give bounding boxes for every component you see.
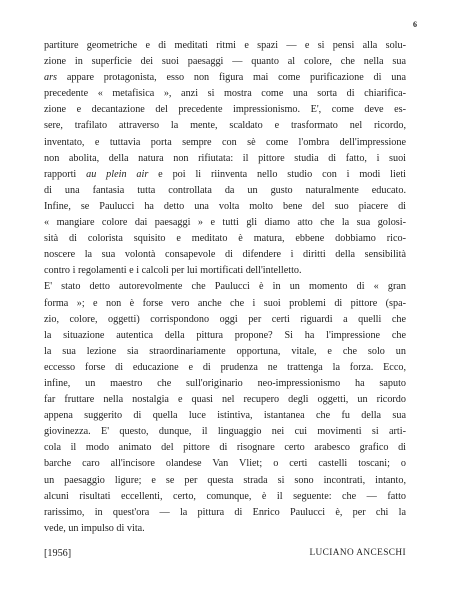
text-line: sere, trafilato attraverso la mente, scaldato e trasformato nel ricordo, bbox=[44, 120, 406, 132]
text-line: Infine, se Paulucci ha detto una volta molto bene del suo piacere di bbox=[44, 200, 406, 212]
text-line: precedente « metafisica », anzi si mostra come una sorta di chiarifica- bbox=[44, 88, 406, 100]
text-line: appena suggerito di quella luce istintiva, istantanea che fu della sua bbox=[44, 410, 406, 422]
text-line: vede, un impulso di vita. bbox=[44, 522, 145, 534]
text-line: ars appare protagonista, esso non figura mai come purificazione di una bbox=[44, 72, 406, 84]
text-line: cola il modo animato del pittore di risognare certo arabesco grafico di bbox=[44, 442, 406, 454]
text-line: inventato, e tuttavia porta sempre con sè come l'ombra dell'impressione bbox=[44, 136, 406, 148]
text-line: zione e decantazione del precedente impressionismo. E', come deve es- bbox=[44, 104, 406, 116]
text-line: infine, un maestro che sull'originario neo-impressionismo ha saputo bbox=[44, 377, 406, 389]
text-line: la situazione autentica della pittura propone? Si ha l'impressione che bbox=[44, 329, 406, 341]
text-line: E' stato detto autorevolmente che Paulucci è in un momento di « gran bbox=[44, 281, 406, 293]
page-number: 6 bbox=[413, 20, 417, 29]
text-line: far fruttare nella nostalgia e quasi nel recupero degli oggetti, un ricordo bbox=[44, 394, 406, 406]
body-text bbox=[44, 38, 406, 537]
author-signature: LUCIANO ANCESCHI bbox=[309, 548, 406, 558]
text-line: zione in superficie dei suoi paesaggi — quanto al colore, che nella sua bbox=[44, 56, 406, 68]
text-line: zio, colore, oggetti) corrispondono oggi per certi riguardi a quelli che bbox=[44, 313, 406, 325]
publication-year: [1956] bbox=[44, 548, 72, 559]
text-line: giovinezza. E' questo, dunque, il linguaggio nei cui movimenti si arti- bbox=[44, 426, 406, 438]
text-line: alcuni risultati eccellenti, certo, comunque, è il seguente: che — fatto bbox=[44, 490, 406, 502]
text-line: « mangiare colore dai paesaggi » e tutti gli diamo atto che la sua golosi- bbox=[44, 217, 406, 229]
text-line: noscere la sua volontà consapevole di difendere i diritti della sensibilità bbox=[44, 249, 406, 261]
text-line: sità di colorista squisito e meditato è matura, ebbene dobbiamo rico- bbox=[44, 233, 406, 245]
text-line: forma »; e non è forse vero anche che i suoi problemi di pittore (spa- bbox=[44, 297, 406, 309]
text-line: rarissimo, in quest'ora — la pittura di Enrico Paulucci è, per chi la bbox=[44, 506, 406, 518]
text-line: partiture geometriche e di meditati ritmi e spazi — e si pensi alla solu- bbox=[44, 40, 406, 51]
text-line: rapporti au plein air e poi li riinventa nello studio con i modi lieti bbox=[44, 168, 407, 180]
text-line: barche caro all'incisore olandese Van Vliet; o certi castelli toscani; o bbox=[44, 458, 406, 470]
text-line: contro i regolamenti e i calcoli per lui mortificati dell'intelletto. bbox=[44, 265, 302, 277]
text-line: un paesaggio ligure; e se per questa strada si sono incontrati, intanto, bbox=[44, 474, 406, 486]
text-line: di una fantasia tutta controllata da un gusto naturalmente educato. bbox=[44, 184, 406, 196]
text-line: eccesso forse di educazione e di prudenza ne trattenga la forza. Ecco, bbox=[44, 361, 406, 373]
text-line: la sua lezione sia straordinariamente opportuna, vitale, e che solo un bbox=[44, 345, 406, 357]
text-line: non abolita, della natura non rifiutata: il pittore studia di fatto, i suoi bbox=[44, 152, 406, 164]
